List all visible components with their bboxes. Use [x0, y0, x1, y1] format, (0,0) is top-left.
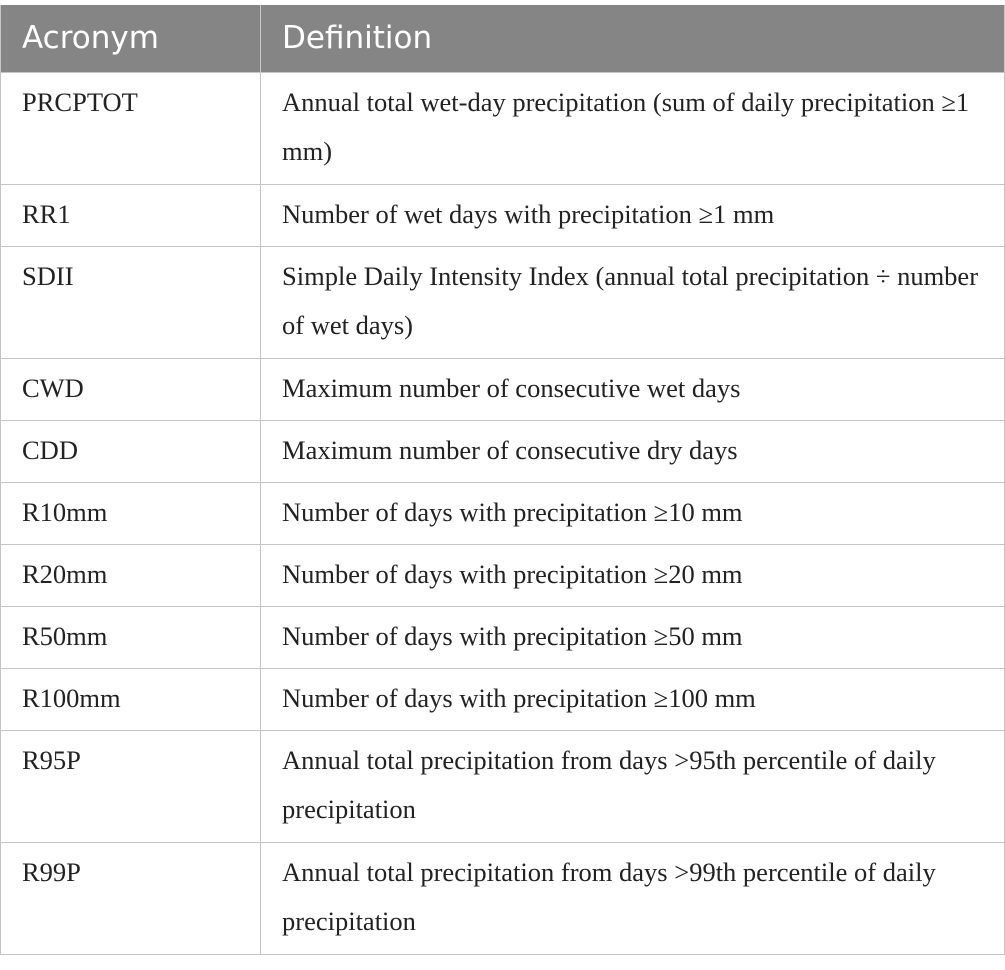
header-row [1, 5, 1005, 72]
definition-cell: Maximum number of consecutive wet days [261, 358, 1005, 420]
definition-cell: Simple Daily Intensity Index (annual total precipitation ÷ number of wet days) [261, 246, 1005, 358]
table-row [1, 606, 1005, 668]
table-row [1, 72, 1005, 184]
table-row [1, 184, 1005, 246]
acronym-cell: SDII [1, 246, 261, 358]
acronym-table [0, 5, 1005, 955]
acronym-cell: R10mm [1, 482, 261, 544]
definition-cell: Number of days with precipitation ≥10 mm [261, 482, 1005, 544]
acronym-cell: RR1 [1, 184, 261, 246]
acronym-cell: CWD [1, 358, 261, 420]
table-row [1, 544, 1005, 606]
acronym-cell: R95P [1, 730, 261, 842]
acronym-cell: R20mm [1, 544, 261, 606]
definition-cell: Number of days with precipitation ≥50 mm [261, 606, 1005, 668]
header-definition: Definition [261, 5, 1005, 72]
definition-cell: Number of days with precipitation ≥20 mm [261, 544, 1005, 606]
acronym-cell: PRCPTOT [1, 72, 261, 184]
definition-cell: Number of wet days with precipitation ≥1 mm [261, 184, 1005, 246]
table-row [1, 842, 1005, 954]
table-row [1, 668, 1005, 730]
acronym-cell: CDD [1, 420, 261, 482]
table-row [1, 482, 1005, 544]
definition-cell: Annual total precipitation from days >95th percentile of daily precipitation [261, 730, 1005, 842]
acronym-cell: R99P [1, 842, 261, 954]
acronym-cell: R100mm [1, 668, 261, 730]
table-row [1, 420, 1005, 482]
definition-cell: Maximum number of consecutive dry days [261, 420, 1005, 482]
table-row [1, 730, 1005, 842]
definition-cell: Annual total wet-day precipitation (sum of daily precipitation ≥1 mm) [261, 72, 1005, 184]
table-row [1, 358, 1005, 420]
acronym-cell: R50mm [1, 606, 261, 668]
definition-cell: Number of days with precipitation ≥100 mm [261, 668, 1005, 730]
definition-cell: Annual total precipitation from days >99th percentile of daily precipitation [261, 842, 1005, 954]
header-acronym: Acronym [1, 5, 261, 72]
table-row [1, 246, 1005, 358]
